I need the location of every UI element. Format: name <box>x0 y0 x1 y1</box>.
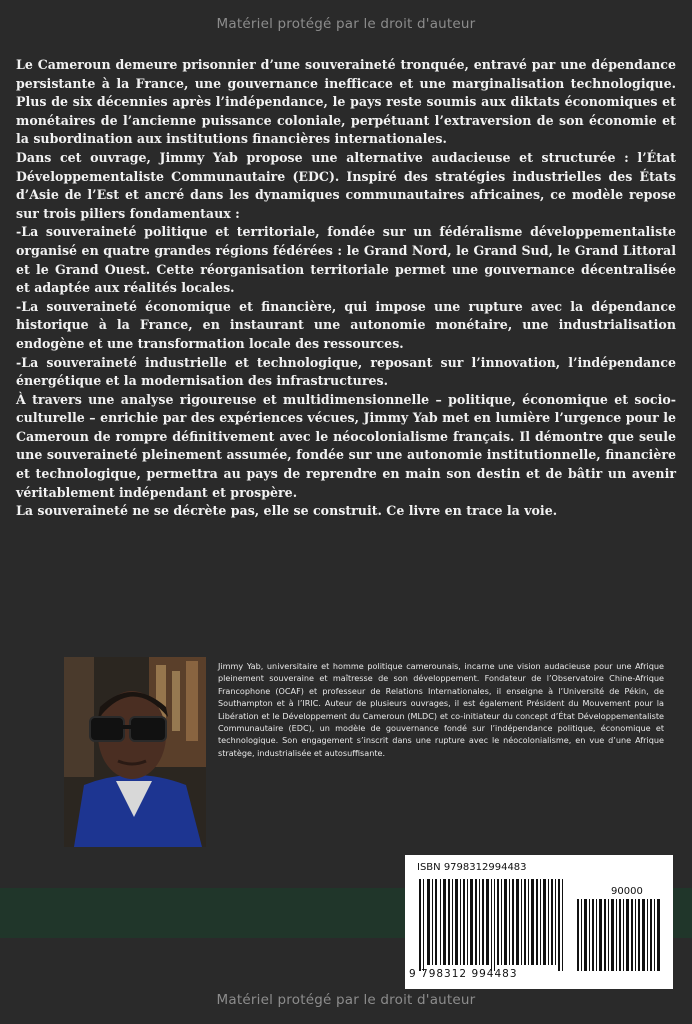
isbn-barcode <box>405 855 673 989</box>
watermark-top: Matériel protégé par le droit d'auteur <box>216 16 476 32</box>
author-portrait-illustration <box>64 657 206 847</box>
paragraph-pillar-political: -La souveraineté politique et territoriale, fondée sur un fédéralisme développementaliste organisé en quatre grandes régions fédérées : le Grand Nord, le Grand Sud, le Grand Littoral et le Grand Ouest. Cette réorganisation territoriale permet une gouvernance décentralisée et adaptée aux réalités locales. <box>16 224 676 296</box>
author-photo <box>64 657 206 847</box>
paragraph-proposal: Dans cet ouvrage, Jimmy Yab propose une alternative audacieuse et structurée : l’État Développementaliste Communautaire (EDC). Inspiré des stratégies industrielles des États d’Asie de l’Est et ancré dans les dynamiques communautaires africaines, ce modèle repose sur trois piliers fondamentaux : <box>16 149 676 221</box>
author-bio: Jimmy Yab, universitaire et homme politique camerounais, incarne une vision audacieuse pour une Afrique pleinement souveraine et maîtresse de son développement. Fondateur de l’Observatoire Chine-Afrique Francophone (OCAF) et professeur de Relations Internationales, il enseigne à l’Université de Pékin, de Southampton et à l’IRIC. Auteur de plusieurs ouvrages, il est également Président du Mouvement pour la Libération et le Développement du Cameroun (MLDC) et co-initiateur du concept d’État Développementaliste Communautaire (EDC), un modèle de gouvernance fondé sur l’indépendance politique, économique et technologique. Son engagement s’inscrit dans une rupture avec le néocolonialisme, en vue d’une Afrique stratège, industrialisée et autosuffisante. <box>218 661 664 758</box>
paragraph-intro: Le Cameroun demeure prisonnier d’une souveraineté tronquée, entravé par une dépendance persistante à la France, une gouvernance inefficace et une marginalisation technologique. Plus de six décennies après l’indépendance, le pays reste soumis aux diktats économiques et monétaires de l’ancienne puissance coloniale, perpétuant l’extraversion de son économie et la subordination aux institutions financières internationales. <box>16 57 676 147</box>
isbn-label: ISBN 9798312994483 <box>417 862 527 873</box>
paragraph-analysis: À travers une analyse rigoureuse et multidimensionnelle – politique, économique et socio-culturelle – enrichie par des expériences vécues, Jimmy Yab met en lumière l’urgence pour le Cameroun de rompre définitivement avec le néocolonialisme français. Il démontre que seule une souveraineté pleinement assumée, fondée sur une autonomie institutionnelle, financière et technologique, permettra au pays de reprendre en main son destin et de bâtir un avenir véritablement indépendant et prospère. <box>16 391 676 500</box>
back-cover-text <box>16 56 676 521</box>
watermark-bottom: Matériel protégé par le droit d'auteur <box>216 992 476 1008</box>
price-code: 90000 <box>611 886 643 897</box>
ean-digits: 9 798312 994483 <box>409 968 518 980</box>
paragraph-pillar-economic: -La souveraineté économique et financière, qui impose une rupture avec la dépendance historique à la France, en instaurant une autonomie monétaire, une industrialisation endogène et une transformation locale des ressources. <box>16 298 676 351</box>
paragraph-pillar-industrial: -La souveraineté industrielle et technologique, reposant sur l’innovation, l’indépendance énergétique et la modernisation des infrastructures. <box>16 354 676 389</box>
paragraph-closing: La souveraineté ne se décrète pas, elle se construit. Ce livre en trace la voie. <box>16 503 558 519</box>
